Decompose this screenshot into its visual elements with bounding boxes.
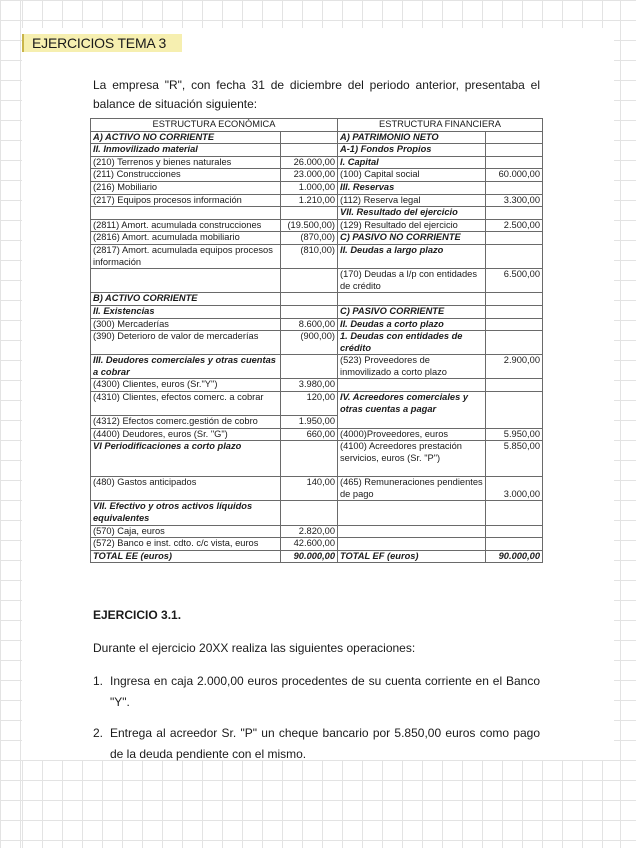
financial-amount-cell: 60.000,00 (486, 169, 543, 182)
economic-account-cell: (216) Mobiliario (91, 181, 281, 194)
table-row (91, 331, 543, 355)
economic-account-cell: (4400) Deudores, euros (Sr. "G") (91, 428, 281, 441)
grid-background-top (22, 0, 614, 28)
economic-account-cell: (211) Construcciones (91, 169, 281, 182)
financial-account-cell: II. Deudas a corto plazo (338, 318, 486, 331)
financial-account-cell: (4100) Acreedores prestación servicios, euros (Sr. "P") (338, 441, 486, 477)
table-row (91, 501, 543, 525)
financial-account-cell: C) PASIVO CORRIENTE (338, 305, 486, 318)
economic-amount-cell: (870,00) (281, 232, 338, 245)
table-row (91, 144, 543, 157)
financial-account-cell: I. Capital (338, 156, 486, 169)
financial-amount-cell (486, 331, 543, 355)
table-row (91, 428, 543, 441)
economic-account-cell: B) ACTIVO CORRIENTE (91, 293, 281, 306)
financial-account-cell: C) PASIVO NO CORRIENTE (338, 232, 486, 245)
economic-amount-cell (281, 441, 338, 477)
financial-amount-cell: 5.850,00 (486, 441, 543, 477)
economic-account-cell: VII. Efectivo y otros activos líquidos equivalentes (91, 501, 281, 525)
table-row (91, 477, 543, 501)
economic-account-cell: (210) Terrenos y bienes naturales (91, 156, 281, 169)
economic-amount-cell: 26.000,00 (281, 156, 338, 169)
table-row (91, 244, 543, 268)
financial-account-cell (338, 501, 486, 525)
economic-amount-cell: (900,00) (281, 331, 338, 355)
financial-amount-cell (486, 538, 543, 551)
economic-amount-cell (281, 293, 338, 306)
financial-amount-cell: 5.950,00 (486, 428, 543, 441)
economic-amount-cell (281, 144, 338, 157)
operation-item (93, 723, 540, 765)
financial-account-cell: II. Deudas a largo plazo (338, 244, 486, 268)
section-tag: EJERCICIOS TEMA 3 (22, 34, 182, 52)
financial-amount-cell (486, 392, 543, 429)
economic-account-cell: II. Inmovilizado material (91, 144, 281, 157)
financial-amount-cell (486, 144, 543, 157)
operation-item (93, 671, 540, 713)
economic-amount-cell (281, 131, 338, 144)
economic-amount-cell (281, 305, 338, 318)
financial-account-cell: (100) Capital social (338, 169, 486, 182)
economic-amount-cell: 660,00 (281, 428, 338, 441)
exercise-title: EJERCICIO 3.1. (93, 608, 182, 622)
economic-account-cell: VI Periodificaciones a corto plazo (91, 441, 281, 477)
table-row (91, 181, 543, 194)
table-row (91, 355, 543, 379)
financial-account-cell: IV. Acreedores comerciales y otras cuentas a pagar (338, 392, 486, 429)
table-row (91, 169, 543, 182)
table-row (91, 232, 543, 245)
financial-account-cell: 1. Deudas con entidades de crédito (338, 331, 486, 355)
economic-amount-cell: (19.500,00) (281, 219, 338, 232)
economic-amount-cell: 23.000,00 (281, 169, 338, 182)
economic-amount-cell: 42.600,00 (281, 538, 338, 551)
economic-account-cell: (2816) Amort. acumulada mobiliario (91, 232, 281, 245)
financial-amount-cell: 90.000,00 (486, 550, 543, 563)
table-row (91, 156, 543, 169)
financial-amount-cell: 2.900,00 (486, 355, 543, 379)
table-row (91, 550, 543, 563)
grid-background-bottom (22, 760, 614, 848)
table-row (91, 219, 543, 232)
intro-paragraph: La empresa "R", con fecha 31 de diciembre del periodo anterior, presentaba el balance de situación siguiente: (93, 78, 540, 111)
financial-account-cell (338, 525, 486, 538)
economic-account-cell (91, 269, 281, 293)
financial-amount-cell (486, 501, 543, 525)
operation-number: 2. (93, 726, 104, 740)
economic-amount-cell (281, 207, 338, 220)
economic-amount-cell: 140,00 (281, 477, 338, 501)
economic-account-cell: II. Existencias (91, 305, 281, 318)
table-row (91, 525, 543, 538)
financial-amount-cell (486, 232, 543, 245)
economic-account-cell: (2817) Amort. acumulada equipos procesos información (91, 244, 281, 268)
economic-amount-cell: 8.600,00 (281, 318, 338, 331)
economic-account-cell: (4300) Clientes, euros (Sr."Y") (91, 379, 281, 392)
economic-amount-cell (281, 355, 338, 379)
exercise-intro: Durante el ejercicio 20XX realiza las siguientes operaciones: (93, 641, 416, 655)
table-row (91, 392, 543, 416)
economic-amount-cell (281, 501, 338, 525)
table-row (91, 194, 543, 207)
financial-amount-cell (486, 131, 543, 144)
financial-amount-cell (486, 525, 543, 538)
economic-amount-cell: 3.980,00 (281, 379, 338, 392)
economic-amount-cell (281, 269, 338, 293)
financial-account-cell (338, 293, 486, 306)
economic-account-cell: (570) Caja, euros (91, 525, 281, 538)
financial-account-cell (338, 379, 486, 392)
financial-amount-cell (486, 379, 543, 392)
financial-amount-cell (486, 318, 543, 331)
economic-amount-cell: 1.000,00 (281, 181, 338, 194)
economic-amount-cell: 90.000,00 (281, 550, 338, 563)
economic-account-cell: (2811) Amort. acumulada construcciones (91, 219, 281, 232)
financial-account-cell: A) PATRIMONIO NETO (338, 131, 486, 144)
financial-account-cell: A-1) Fondos Propios (338, 144, 486, 157)
financial-account-cell: III. Reservas (338, 181, 486, 194)
economic-account-cell: (480) Gastos anticipados (91, 477, 281, 501)
financial-amount-cell (486, 305, 543, 318)
financial-account-cell: (170) Deudas a l/p con entidades de crédito (338, 269, 486, 293)
economic-amount-cell: 1.950,00 (281, 416, 338, 429)
economic-account-cell: (572) Banco e inst. cdto. c/c vista, euros (91, 538, 281, 551)
economic-amount-cell: (810,00) (281, 244, 338, 268)
operation-number: 1. (93, 674, 104, 688)
financial-account-cell: VII. Resultado del ejercicio (338, 207, 486, 220)
economic-account-cell: (217) Equipos procesos información (91, 194, 281, 207)
financial-amount-cell: 3.300,00 (486, 194, 543, 207)
table-row (91, 293, 543, 306)
financial-amount-cell: 3.000,00 (486, 477, 543, 501)
table-header-row (91, 119, 543, 132)
economic-account-cell: III. Deudores comerciales y otras cuentas a cobrar (91, 355, 281, 379)
financial-account-cell: (129) Resultado del ejercicio (338, 219, 486, 232)
table-row (91, 131, 543, 144)
header-financial-structure: ESTRUCTURA FINANCIERA (338, 119, 543, 132)
economic-account-cell: TOTAL EE (euros) (91, 550, 281, 563)
header-economic-structure: ESTRUCTURA ECONÓMICA (91, 119, 338, 132)
financial-account-cell: (112) Reserva legal (338, 194, 486, 207)
financial-amount-cell (486, 207, 543, 220)
economic-account-cell: (4312) Efectos comerc.gestión de cobro (91, 416, 281, 429)
economic-amount-cell: 1.210,00 (281, 194, 338, 207)
economic-account-cell: (390) Deterioro de valor de mercaderías (91, 331, 281, 355)
table-row (91, 207, 543, 220)
financial-account-cell: (523) Proveedores de inmovilizado a corto plazo (338, 355, 486, 379)
balance-sheet-table (90, 118, 543, 563)
financial-account-cell: (465) Remuneraciones pendientes de pago (338, 477, 486, 501)
economic-amount-cell: 120,00 (281, 392, 338, 416)
financial-amount-cell (486, 181, 543, 194)
table-row (91, 305, 543, 318)
financial-amount-cell: 2.500,00 (486, 219, 543, 232)
operation-text: Entrega al acreedor Sr. "P" un cheque bancario por 5.850,00 euros como pago de la deuda pendiente con el mismo. (110, 726, 540, 761)
table-row (91, 538, 543, 551)
economic-account-cell: A) ACTIVO NO CORRIENTE (91, 131, 281, 144)
financial-amount-cell: 6.500,00 (486, 269, 543, 293)
financial-amount-cell (486, 244, 543, 268)
table-row (91, 269, 543, 293)
financial-account-cell: (4000)Proveedores, euros (338, 428, 486, 441)
financial-account-cell (338, 538, 486, 551)
economic-account-cell: (4310) Clientes, efectos comerc. a cobrar (91, 392, 281, 416)
table-row (91, 441, 543, 477)
financial-account-cell: TOTAL EF (euros) (338, 550, 486, 563)
table-row (91, 318, 543, 331)
economic-amount-cell: 2.820,00 (281, 525, 338, 538)
operation-text: Ingresa en caja 2.000,00 euros procedentes de su cuenta corriente en el Banco "Y". (110, 674, 540, 709)
table-row (91, 379, 543, 392)
economic-account-cell (91, 207, 281, 220)
economic-account-cell: (300) Mercaderías (91, 318, 281, 331)
financial-amount-cell (486, 156, 543, 169)
financial-amount-cell (486, 293, 543, 306)
